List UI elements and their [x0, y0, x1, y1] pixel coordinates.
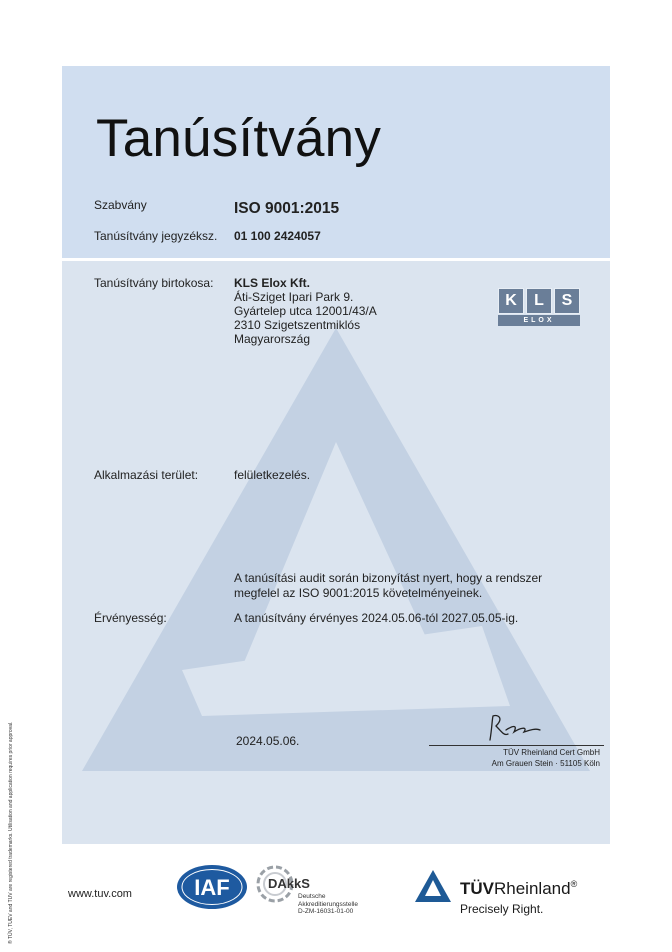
certificate-title: Tanúsítvány — [96, 109, 382, 168]
holder-address-line: Magyarország — [234, 332, 311, 346]
scope-value: felületkezelés. — [234, 468, 311, 482]
statement-line: A tanúsítási audit során bizonyítást nyert, hogy a rendszer — [234, 571, 543, 585]
holder-address-line: Gyártelep utca 12001/43/A — [234, 304, 377, 318]
header-divider — [62, 258, 610, 261]
website-link[interactable]: www.tuv.com — [68, 888, 132, 900]
tuv-brand-bold: TÜV — [460, 879, 494, 898]
issuer-address: Am Grauen Stein · 51105 Köln — [491, 758, 600, 768]
holder-name: KLS Elox Kft. — [234, 276, 311, 290]
dakks-name: DAkkS — [268, 876, 310, 891]
registration-number: 01 100 2424057 — [234, 229, 321, 243]
iaf-text: IAF — [194, 875, 230, 900]
issuer-name: TÜV Rheinland Cert GmbH — [503, 748, 600, 757]
dakks-line: D-ZM-16031-01-00 — [298, 908, 354, 915]
tuv-tagline: Precisely Right. — [460, 902, 544, 916]
signature-line — [429, 745, 604, 746]
validity-value: A tanúsítvány érvényes 2024.05.06-tól 2027.05.05-ig. — [234, 611, 519, 625]
kls-elox-logo — [498, 288, 582, 328]
tuv-brand-rest: Rheinland — [494, 879, 571, 898]
scope-label: Alkalmazási terület: — [94, 468, 199, 482]
validity-label: Érvényesség: — [94, 611, 167, 625]
dakks-details — [298, 893, 358, 916]
standard-label: Szabvány — [94, 198, 147, 212]
registration-label: Tanúsítvány jegyzéksz. — [94, 229, 218, 243]
dakks-line: Deutsche — [298, 893, 326, 900]
audit-statement — [234, 571, 542, 601]
issuer-block — [430, 748, 600, 769]
statement-line: megfelel az ISO 9001:2015 követelményeinek. — [234, 586, 483, 600]
tuv-triangle-icon — [414, 869, 452, 903]
kls-letter-l: L — [526, 288, 552, 314]
holder-block — [234, 276, 377, 346]
kls-letter-s: S — [554, 288, 580, 314]
standard-value: ISO 9001:2015 — [234, 200, 340, 217]
iaf-logo — [176, 864, 248, 910]
holder-address-line: 2310 Szigetszentmiklós — [234, 318, 361, 332]
issue-date: 2024.05.06. — [236, 734, 300, 748]
trademark-note: ® TÜV, TUEV and TUV are registered trademarks. Utilisation and application requires prior approval. — [8, 721, 14, 944]
kls-letter-k: K — [498, 288, 524, 314]
signature — [484, 712, 544, 746]
tuv-registered-mark: ® — [570, 879, 578, 889]
holder-label: Tanúsítvány birtokosa: — [94, 276, 214, 290]
kls-subtitle: ELOX — [498, 315, 580, 326]
holder-address-line: Áti-Sziget Ipari Park 9. — [234, 290, 354, 304]
tuv-rheinland-brand — [460, 879, 577, 899]
dakks-line: Akkreditierungsstelle — [298, 900, 358, 908]
